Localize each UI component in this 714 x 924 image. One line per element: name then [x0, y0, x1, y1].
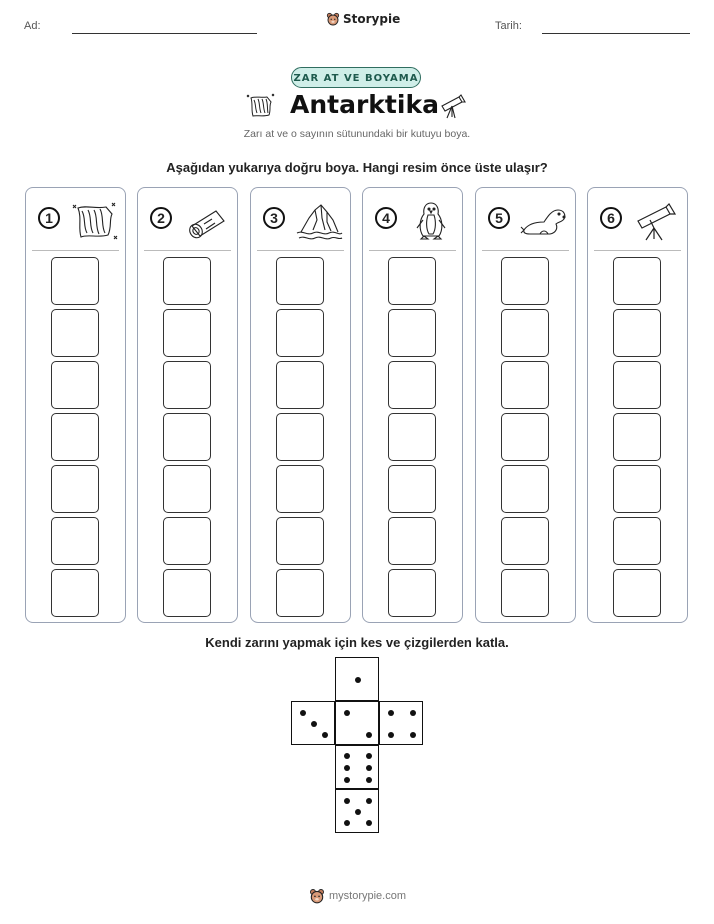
color-box[interactable] [276, 257, 324, 305]
dice-face-1 [335, 657, 379, 701]
color-box[interactable] [613, 465, 661, 513]
dice-face-2 [335, 701, 379, 745]
activity-badge: ZAR AT VE BOYAMA [291, 67, 421, 88]
iceberg-icon [295, 200, 343, 242]
color-box[interactable] [613, 309, 661, 357]
color-box[interactable] [501, 517, 549, 565]
pip [355, 809, 361, 815]
color-box[interactable] [51, 465, 99, 513]
footer-url[interactable]: mystorypie.com [329, 890, 407, 902]
pip [344, 820, 350, 826]
column-number: 5 [488, 207, 510, 229]
ice-sheet-icon [245, 92, 275, 120]
color-box[interactable] [501, 465, 549, 513]
color-box[interactable] [276, 569, 324, 617]
color-box[interactable] [51, 361, 99, 409]
color-box[interactable] [501, 413, 549, 461]
pip [410, 710, 416, 716]
color-box[interactable] [388, 569, 436, 617]
color-box[interactable] [388, 361, 436, 409]
color-box[interactable] [276, 413, 324, 461]
color-box[interactable] [163, 309, 211, 357]
color-box[interactable] [276, 361, 324, 409]
color-box[interactable] [51, 569, 99, 617]
column-number: 2 [150, 207, 172, 229]
color-box[interactable] [388, 517, 436, 565]
color-box[interactable] [388, 413, 436, 461]
subtitle: Zarı at ve o sayının sütunundaki bir kutuyu boya. [243, 128, 471, 140]
brand-name: Storypie [343, 12, 401, 26]
color-box[interactable] [163, 569, 211, 617]
brand-logo [326, 12, 400, 26]
pip [366, 732, 372, 738]
color-box[interactable] [613, 257, 661, 305]
color-box[interactable] [501, 257, 549, 305]
penguin-icon [407, 200, 455, 242]
instruction-text: Aşağıdan yukarıya doğru boya. Hangi resim önce üste ulaşır? [166, 160, 548, 175]
pip [410, 732, 416, 738]
footer [309, 888, 406, 904]
color-box[interactable] [501, 309, 549, 357]
seal-icon [520, 200, 568, 242]
color-box[interactable] [163, 257, 211, 305]
telescope-icon [632, 200, 680, 242]
pip [366, 820, 372, 826]
date-label: Tarih: [495, 20, 522, 32]
column-number: 4 [375, 207, 397, 229]
color-box[interactable] [613, 569, 661, 617]
pip [388, 710, 394, 716]
column-header [369, 188, 456, 251]
pip [311, 721, 317, 727]
column-6 [587, 187, 688, 623]
pip [344, 710, 350, 716]
ice-sheet-icon [70, 200, 118, 242]
column-number: 6 [600, 207, 622, 229]
column-4 [362, 187, 463, 623]
column-number: 1 [38, 207, 60, 229]
page-title: Antarktika [290, 90, 439, 119]
column-header [482, 188, 569, 251]
color-box[interactable] [163, 361, 211, 409]
column-number: 3 [263, 207, 285, 229]
column-header [594, 188, 681, 251]
column-5 [475, 187, 576, 623]
color-box[interactable] [501, 569, 549, 617]
name-line[interactable] [72, 33, 257, 34]
color-box[interactable] [51, 257, 99, 305]
column-3 [250, 187, 351, 623]
column-1 [25, 187, 126, 623]
dice-face-3 [291, 701, 335, 745]
column-2 [137, 187, 238, 623]
color-box[interactable] [613, 361, 661, 409]
pip [366, 753, 372, 759]
pip [344, 753, 350, 759]
pip [366, 798, 372, 804]
dice-instruction: Kendi zarını yapmak için kes ve çizgilerden katla. [205, 635, 509, 650]
color-box[interactable] [613, 413, 661, 461]
pip [344, 777, 350, 783]
color-box[interactable] [51, 517, 99, 565]
telescope-icon [437, 92, 467, 120]
column-header [32, 188, 119, 251]
pip [388, 732, 394, 738]
color-box[interactable] [613, 517, 661, 565]
color-box[interactable] [276, 309, 324, 357]
color-box[interactable] [501, 361, 549, 409]
color-box[interactable] [388, 309, 436, 357]
dice-face-6 [335, 745, 379, 789]
column-header [144, 188, 231, 251]
pip [322, 732, 328, 738]
color-box[interactable] [276, 465, 324, 513]
name-label: Ad: [24, 20, 41, 32]
pip [366, 777, 372, 783]
color-box[interactable] [51, 413, 99, 461]
date-line[interactable] [542, 33, 690, 34]
pip [355, 677, 361, 683]
bear-icon [309, 888, 325, 904]
dice-face-4 [379, 701, 423, 745]
pip [366, 765, 372, 771]
log-icon [182, 200, 230, 242]
pip [344, 798, 350, 804]
column-header [257, 188, 344, 251]
color-box[interactable] [276, 517, 324, 565]
color-box[interactable] [163, 517, 211, 565]
color-box[interactable] [51, 309, 99, 357]
color-box[interactable] [163, 465, 211, 513]
color-box[interactable] [388, 257, 436, 305]
bear-icon [326, 12, 340, 26]
color-box[interactable] [163, 413, 211, 461]
pip [344, 765, 350, 771]
pip [300, 710, 306, 716]
color-box[interactable] [388, 465, 436, 513]
dice-face-5 [335, 789, 379, 833]
